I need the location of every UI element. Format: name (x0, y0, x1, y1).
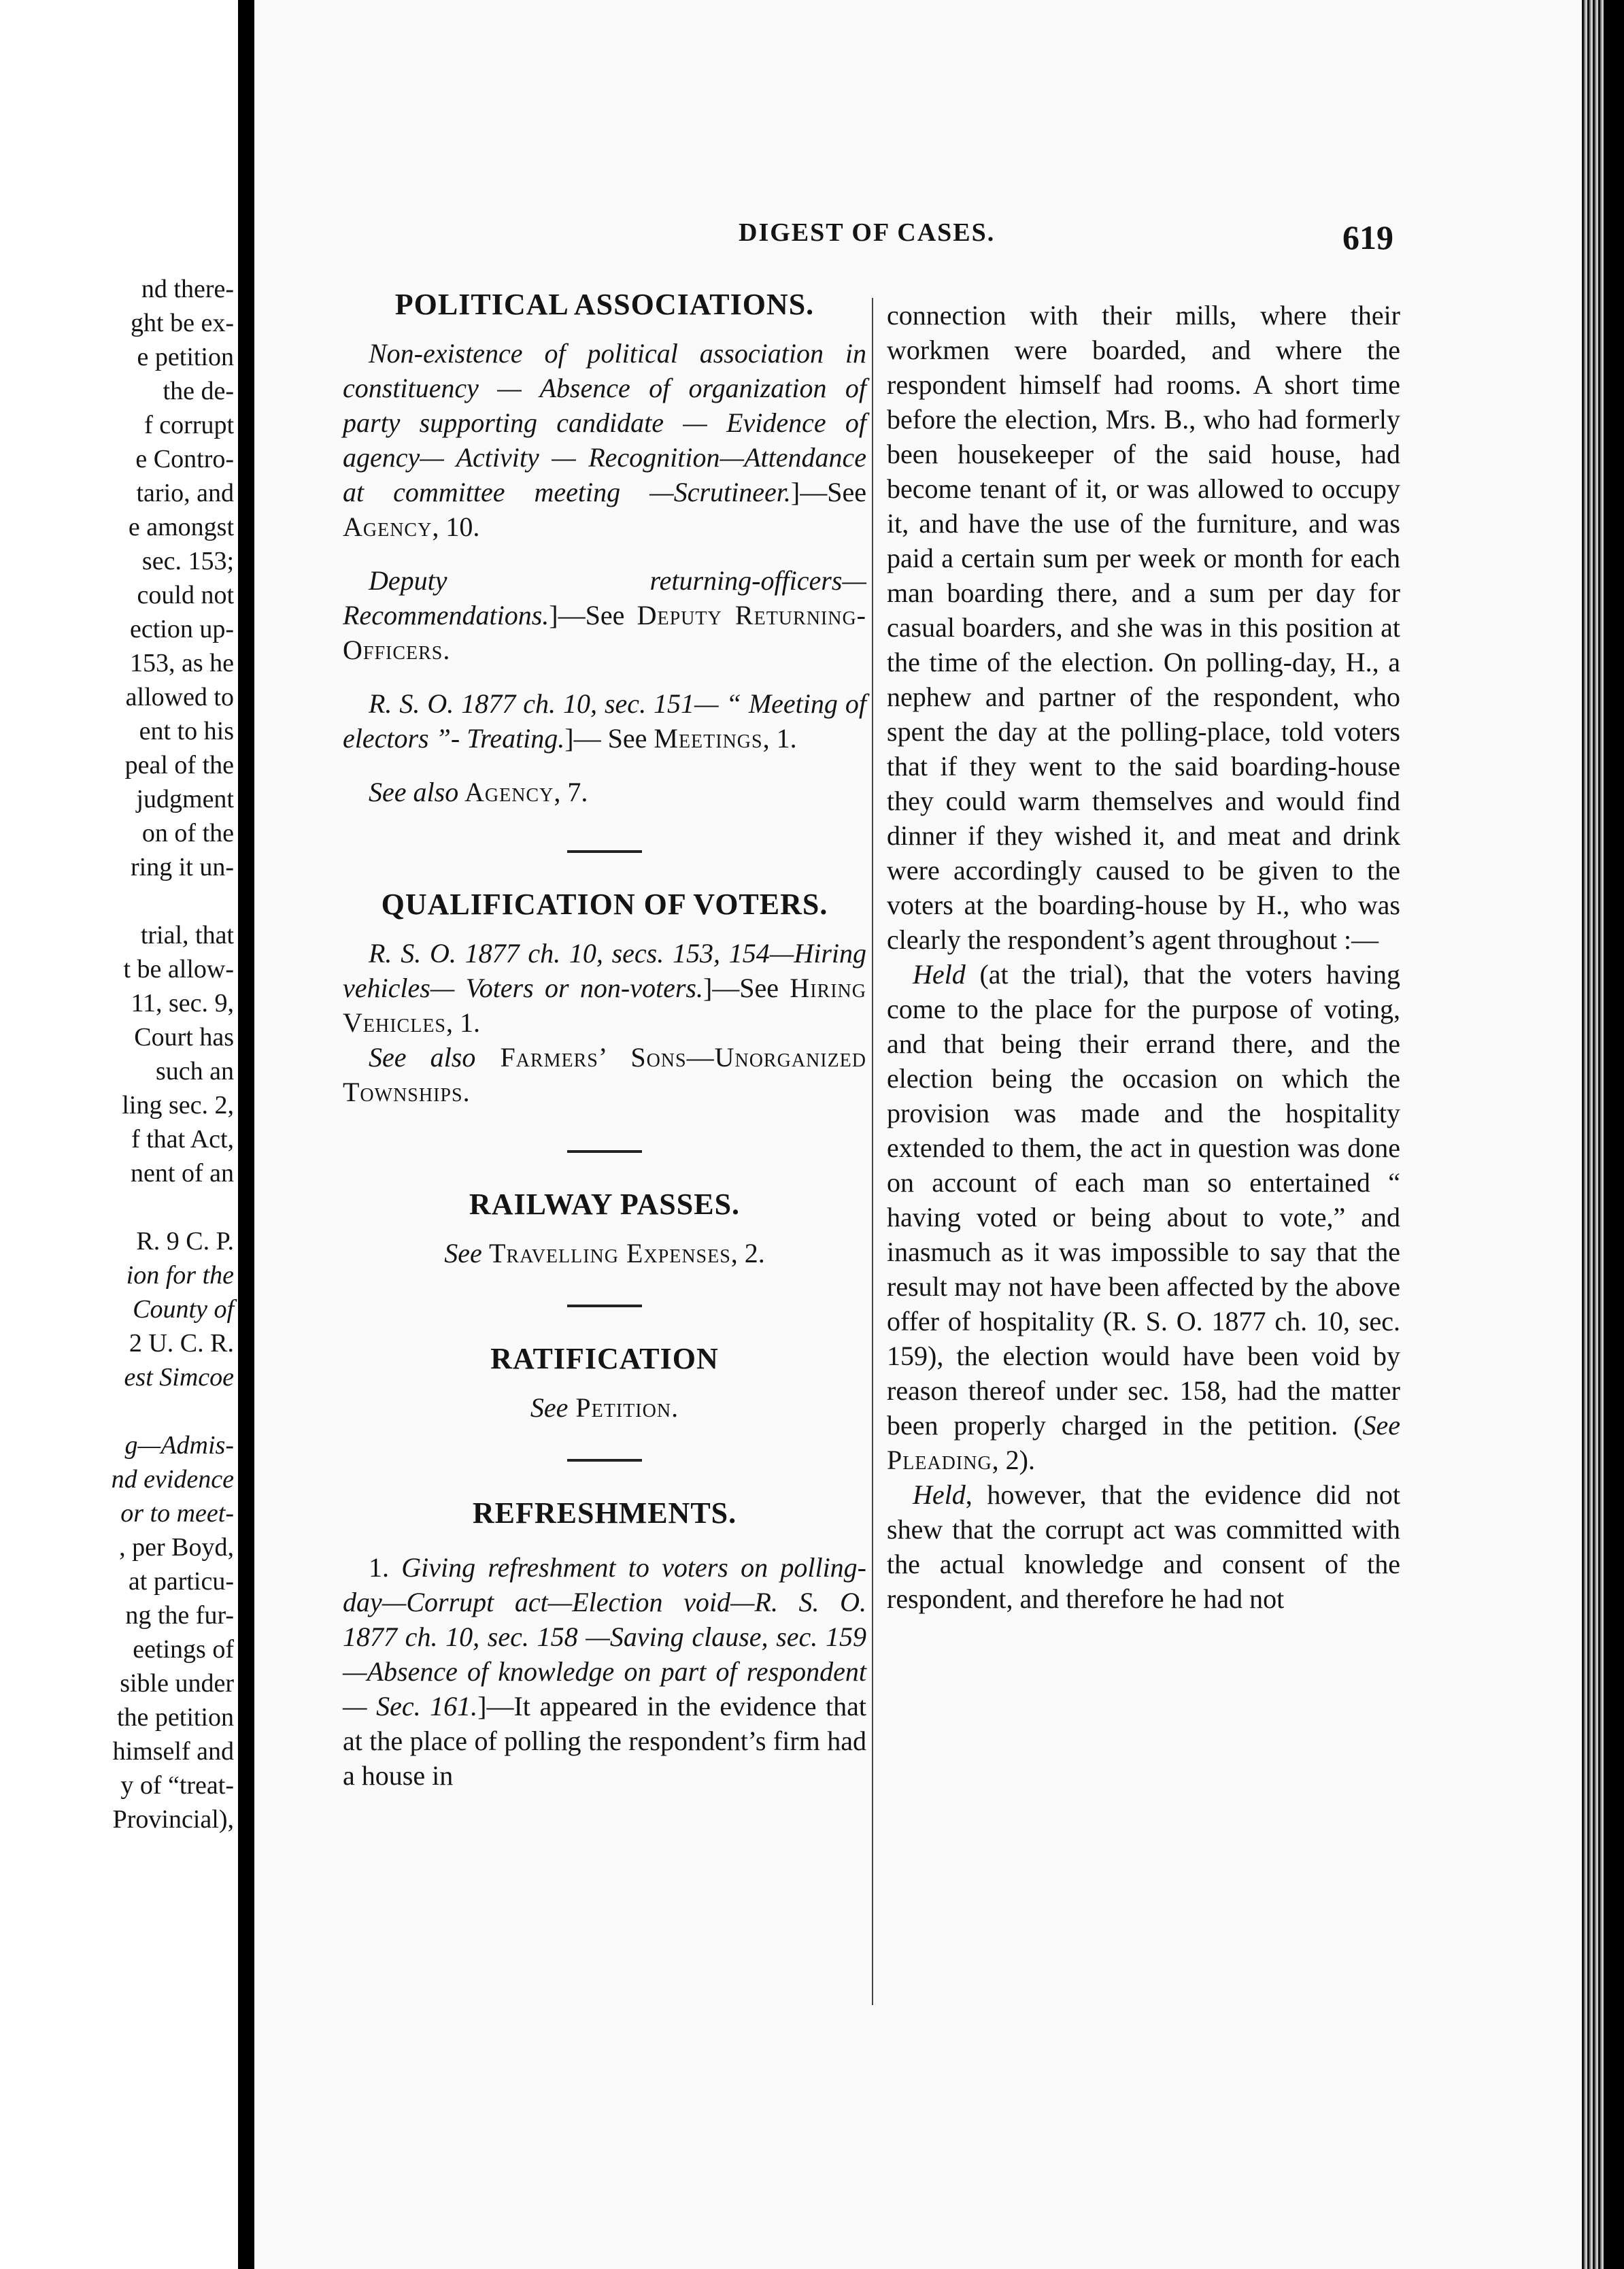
facing-page-line: 2 U. C. R. (129, 1329, 234, 1358)
book-gutter (238, 0, 254, 2269)
holding-paragraph-2 (887, 1477, 1400, 1616)
entry-catchwords: See (530, 1392, 569, 1423)
facing-page-line: nd evidence (111, 1465, 234, 1494)
holding-text: (at the trial), that the voters having come to the place for the purpose of voting, and that being their errand there, and the election being the occasion on which the provision was made and the hospitality extended to them, the act in question was done on account of each man so entertained “ having voted or being about to vote,” and inasmuch as it was impossible to say that the result may not have been affected by the above offer of hospitality (R. S. O. 1877 ch. 10, sec. 159), the election would have been void by reason thereof under sec. 158, had the matter been properly charged in the petition. ( (887, 959, 1400, 1441)
facing-page-line: nd there- (141, 275, 234, 303)
holding-text: , however, that the evidence did not shew that the corrupt act was committed with the actual knowledge and consent of the respondent, and therefore he had not (887, 1479, 1400, 1614)
facing-page-line: ion for the (126, 1261, 234, 1290)
facing-page-line: ling sec. 2, (122, 1091, 234, 1120)
cross-reference: Pleading (887, 1445, 992, 1475)
entry-railway (343, 1236, 866, 1271)
see-label: See (1362, 1410, 1400, 1441)
facing-page-line: f corrupt (144, 411, 234, 439)
entry-text: , 1. (762, 723, 797, 754)
holding-text: , 2). (992, 1445, 1035, 1475)
entry-catchwords: R. S. O. 1877 ch. 10, secs. 153, 154—Hiring vehicles— Voters or non-voters. (343, 938, 866, 1003)
facing-page-line: , per Boyd, (119, 1533, 234, 1562)
facing-page-line: e amongst (128, 513, 234, 541)
facing-page-line: 153, as he (129, 649, 234, 677)
entry-political-4 (343, 775, 866, 809)
facing-page-line: at particu- (128, 1567, 234, 1596)
cross-reference: Travelling Expenses (481, 1238, 731, 1268)
facing-page-line: sec. 153; (141, 547, 234, 575)
cross-reference: Farmers’ Sons—Unorganized Townships. (343, 1042, 867, 1107)
facing-page-line: on of the (141, 819, 234, 847)
column-rule (872, 298, 873, 2005)
cross-reference: Agency (458, 777, 554, 807)
entry-catchwords: See (444, 1238, 482, 1268)
entry-qualification-2 (343, 1040, 866, 1109)
entry-text: ]—See (549, 600, 637, 631)
section-heading-political: POLITICAL ASSOCIATIONS. (394, 288, 815, 321)
facing-page-line: ght be ex- (131, 309, 234, 337)
entry-catchwords: R. S. O. 1877 ch. 10, sec. 151— “ Meeting of electors ”- Treating. (343, 688, 866, 754)
entry-text: , 2. (730, 1238, 765, 1268)
case-facts-paragraph: connection with their mills, where their workmen were boarded, and where the respondent himself had rooms. A short time before the election, Mrs. B., who had formerly been housekeeper of the said house, had become tenant of it, or was allowed to occupy it, and have the use of the furniture, and was paid a certain sum per week or month for each man boarding there, and a sum per day for casual boarders, and she was in this position at the time of the election. On polling-day, H., a nephew and partner of the respondent, who spent the day at the polling-place, told voters that if they went to the said boarding-house they could warm themselves and would find dinner if they wished it, and meat and drink were accordingly caused to be given to the voters at the boarding-house by H., who was clearly the respondent’s agent throughout :— (887, 300, 1400, 955)
entry-refreshments-1 (343, 1550, 866, 1793)
facing-page-line: the de- (163, 377, 234, 405)
entry-political-3 (343, 686, 866, 756)
facing-page-line: e Contro- (135, 445, 234, 473)
entry-political-2 (343, 563, 866, 667)
facing-page-line: t be allow- (123, 955, 234, 984)
held-label: Held (913, 959, 966, 990)
entry-text: ]—See (703, 973, 790, 1003)
facing-page-line: County of (133, 1295, 234, 1324)
facing-page-line: could not (137, 581, 234, 609)
entry-text: ]—See (790, 477, 866, 507)
entry-catchwords: Giving refreshment to voters on polling-day—Corrupt act—Election void—R. S. O. 1877 ch. 10, sec. 158 —Saving clause, sec. 159—Absence of knowledge on part of respondent— Sec. 161. (343, 1552, 866, 1721)
facing-page-line: ring it un- (131, 853, 234, 881)
running-head: DIGEST OF CASES. (739, 218, 996, 247)
facing-page-line: himself and (112, 1737, 234, 1766)
facing-page-line: 11, sec. 9, (131, 989, 234, 1018)
facing-page-line: ection up- (129, 615, 234, 643)
section-heading-railway: RAILWAY PASSES. (469, 1188, 741, 1221)
cross-reference: Meetings (654, 723, 763, 754)
facing-page-line: ng the fur- (125, 1601, 234, 1630)
held-label: Held (913, 1479, 966, 1510)
facing-page-line: f that Act, (131, 1125, 234, 1154)
entry-catchwords: See also (369, 1042, 476, 1073)
page-number: 619 (1342, 218, 1393, 256)
facing-page-line: R. 9 C. P. (136, 1227, 234, 1256)
left-column (343, 286, 866, 1793)
facing-page-line: trial, that (140, 921, 234, 949)
entry-ratification (343, 1390, 866, 1425)
facing-page-line: allowed to (125, 683, 234, 711)
entry-text: ]—It appeared in the evidence that at the place of polling the respondent’s firm had a house in (343, 1691, 867, 1791)
facing-page-line: tario, and (136, 479, 234, 507)
right-column (887, 298, 1400, 1616)
entry-catchwords: See also (369, 777, 459, 807)
entry-qualification-1 (343, 936, 866, 1040)
facing-page-line: nent of an (131, 1159, 234, 1188)
entry-catchwords: Non-existence of political association in constituency — Absence of organization of party supporting candidate — Evidence of agency— Activity — Recognition—Attendance at committee meeting —Scrutineer. (343, 338, 866, 507)
entry-text: , 1. (446, 1007, 480, 1038)
facing-page-line: est Simcoe (124, 1363, 234, 1392)
page-edge (1582, 0, 1604, 2269)
facing-page (0, 0, 238, 2269)
facing-page-line: sible under (120, 1669, 234, 1698)
entry-political-1 (343, 336, 866, 544)
cross-reference: Deputy Returning-Officers. (343, 600, 867, 665)
facing-page-line: Court has (134, 1023, 234, 1052)
cross-reference: Petition. (568, 1392, 679, 1423)
section-heading-ratification: RATIFICATION (490, 1342, 719, 1375)
facing-page-line: e petition (137, 343, 234, 371)
cross-reference: Hiring Vehicles (343, 973, 866, 1038)
facing-page-line: the petition (116, 1703, 234, 1732)
facing-page-line: peal of the (124, 751, 234, 779)
facing-page-line: eetings of (133, 1635, 234, 1664)
facing-page-line: judgment (136, 785, 234, 813)
facing-page-line: such an (155, 1057, 234, 1086)
entry-text: , 7. (554, 777, 588, 807)
entry-text: ]— See (564, 723, 654, 754)
section-heading-refreshments: REFRESHMENTS. (472, 1496, 737, 1530)
digest-page (254, 0, 1604, 2269)
entry-number: 1. (369, 1552, 402, 1583)
holding-paragraph-1 (887, 957, 1400, 1477)
section-heading-qualification: QUALIFICATION OF VOTERS. (381, 888, 828, 921)
facing-page-line: or to meet- (120, 1499, 234, 1528)
facing-page-line: g—Admis- (124, 1431, 234, 1460)
cross-reference: Agency (343, 511, 433, 542)
entry-text: , 10. (432, 511, 480, 542)
entry-catchwords: Deputy returning-officers—Recommendations. (343, 565, 866, 631)
facing-page-line: Provincial), (112, 1805, 234, 1834)
facing-page-line: y of “treat- (120, 1771, 234, 1800)
facing-page-line: ent to his (139, 717, 234, 745)
